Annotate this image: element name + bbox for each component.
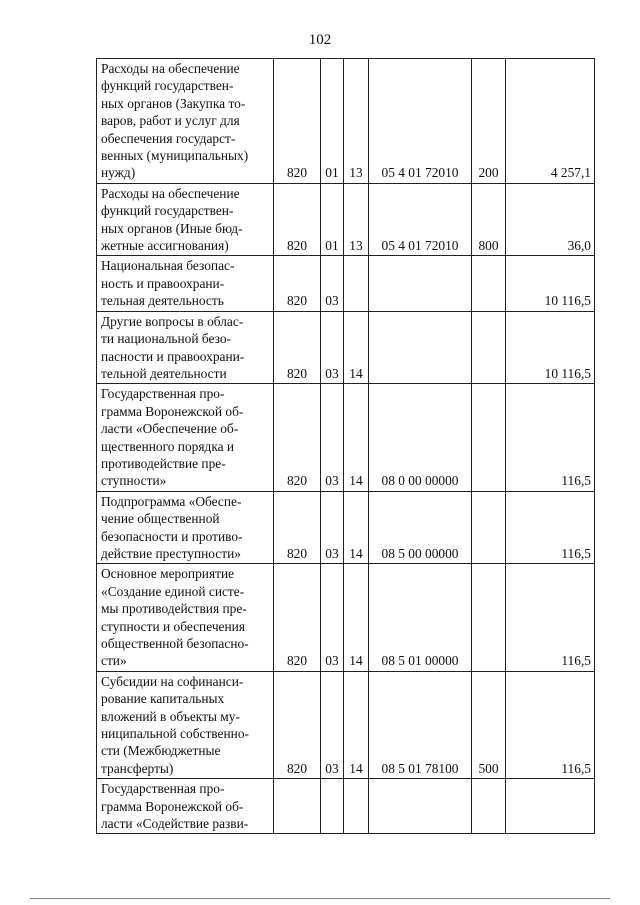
item-name-cell xyxy=(97,671,274,778)
expense-type-cell xyxy=(472,384,506,491)
item-name-line: Расходы на обеспечение xyxy=(101,185,240,201)
item-name-line: грамма Воронежской об- xyxy=(101,403,244,419)
subsection-code-cell: 14 xyxy=(344,671,369,778)
item-name-line: Расходы на обеспечение xyxy=(101,61,240,76)
item-name-cell xyxy=(97,779,274,834)
item-name-line: чение общественной xyxy=(101,511,220,527)
item-name-line: щественного порядка и xyxy=(101,438,235,454)
item-name-line: тельной деятельности xyxy=(101,365,227,381)
item-name-line: ных органов (Закупка то- xyxy=(101,95,246,111)
item-name-line: рование капитальных xyxy=(101,691,225,707)
table-row xyxy=(97,671,595,778)
item-name-line: мы противодействия пре- xyxy=(101,601,247,617)
item-name-line: Основное мероприятие xyxy=(101,566,235,582)
table-row xyxy=(97,59,595,184)
subsection-code-cell xyxy=(344,779,369,834)
item-name-cell xyxy=(97,491,274,564)
item-name-line: действие преступности» xyxy=(101,545,241,561)
table-row xyxy=(97,491,595,564)
item-name-line: венных (муниципальных) xyxy=(101,148,249,164)
ministry-code-cell: 820 xyxy=(274,384,321,491)
subsection-code-cell: 13 xyxy=(344,183,369,256)
expense-type-cell xyxy=(472,311,506,384)
target-article-cell: 08 0 00 00000 xyxy=(369,384,472,491)
table-row xyxy=(97,183,595,256)
item-name-line: ти национальной безо- xyxy=(101,331,232,347)
ministry-code-cell: 820 xyxy=(274,311,321,384)
target-article-cell xyxy=(369,256,472,311)
item-name-line: вложений в объекты му- xyxy=(101,708,240,724)
subsection-code-cell xyxy=(344,256,369,311)
section-code-cell: 03 xyxy=(321,564,344,671)
subsection-code-cell: 14 xyxy=(344,564,369,671)
item-name-cell xyxy=(97,564,274,671)
item-name-line: Государственная про- xyxy=(101,386,225,402)
subsection-code-cell: 14 xyxy=(344,311,369,384)
amount-cell: 10 116,5 xyxy=(506,256,595,311)
item-name-cell xyxy=(97,256,274,311)
item-name-line: ласти «Обеспечение об- xyxy=(101,421,239,437)
budget-table xyxy=(96,58,595,834)
item-name-line: ласти «Содействие разви- xyxy=(101,816,249,832)
ministry-code-cell: 820 xyxy=(274,671,321,778)
expense-type-cell: 800 xyxy=(472,183,506,256)
item-name-line: Подпрограмма «Обеспе- xyxy=(101,493,242,509)
item-name-line: ступности и обеспечения xyxy=(101,618,245,634)
target-article-cell xyxy=(369,311,472,384)
section-code-cell: 03 xyxy=(321,256,344,311)
page-bottom-rule xyxy=(30,898,610,899)
section-code-cell: 01 xyxy=(321,59,344,184)
expense-type-cell xyxy=(472,256,506,311)
item-name-line: ниципальной собственно- xyxy=(101,726,249,742)
amount-cell: 116,5 xyxy=(506,491,595,564)
section-code-cell: 03 xyxy=(321,384,344,491)
target-article-cell: 08 5 00 00000 xyxy=(369,491,472,564)
amount-cell: 116,5 xyxy=(506,564,595,671)
item-name-line: ных органов (Иные бюд- xyxy=(101,220,243,236)
item-name-line: Государственная про- xyxy=(101,781,225,797)
ministry-code-cell xyxy=(274,779,321,834)
table-row xyxy=(97,256,595,311)
subsection-code-cell: 13 xyxy=(344,59,369,184)
item-name-line: грамма Воронежской об- xyxy=(101,798,244,814)
item-name-line: сти (Межбюджетные xyxy=(101,743,221,759)
subsection-code-cell: 14 xyxy=(344,491,369,564)
expense-type-cell: 200 xyxy=(472,59,506,184)
target-article-cell: 05 4 01 72010 xyxy=(369,59,472,184)
ministry-code-cell: 820 xyxy=(274,491,321,564)
expense-type-cell xyxy=(472,779,506,834)
item-name-line: ступности» xyxy=(101,473,167,489)
section-code-cell: 03 xyxy=(321,491,344,564)
item-name-cell xyxy=(97,384,274,491)
table-row xyxy=(97,384,595,491)
expense-type-cell: 500 xyxy=(472,671,506,778)
item-name-line: Национальная безопас- xyxy=(101,258,235,274)
ministry-code-cell: 820 xyxy=(274,256,321,311)
section-code-cell: 03 xyxy=(321,311,344,384)
target-article-cell: 05 4 01 72010 xyxy=(369,183,472,256)
table-row xyxy=(97,564,595,671)
ministry-code-cell: 820 xyxy=(274,183,321,256)
item-name-line: функций государствен- xyxy=(101,203,234,219)
item-name-line: ность и правоохрани- xyxy=(101,275,225,291)
item-name-line: функций государствен- xyxy=(101,78,234,94)
item-name-line: сти» xyxy=(101,653,127,669)
item-name-line: Другие вопросы в облас- xyxy=(101,313,244,329)
expense-type-cell xyxy=(472,491,506,564)
target-article-cell xyxy=(369,779,472,834)
target-article-cell: 08 5 01 78100 xyxy=(369,671,472,778)
item-name-cell xyxy=(97,59,274,184)
subsection-code-cell: 14 xyxy=(344,384,369,491)
amount-cell xyxy=(506,779,595,834)
item-name-line: нужд) xyxy=(101,165,136,181)
section-code-cell: 01 xyxy=(321,183,344,256)
table-row xyxy=(97,311,595,384)
item-name-line: безопасности и противо- xyxy=(101,528,243,544)
ministry-code-cell: 820 xyxy=(274,59,321,184)
item-name-line: Субсидии на софинанси- xyxy=(101,673,244,689)
item-name-line: «Создание единой систе- xyxy=(101,583,245,599)
amount-cell: 4 257,1 xyxy=(506,59,595,184)
item-name-line: общественной безопасно- xyxy=(101,636,249,651)
table-row xyxy=(97,779,595,834)
amount-cell: 10 116,5 xyxy=(506,311,595,384)
section-code-cell xyxy=(321,779,344,834)
item-name-line: пасности и правоохрани- xyxy=(101,348,245,364)
item-name-line: трансферты) xyxy=(101,760,174,776)
expense-type-cell xyxy=(472,564,506,671)
item-name-line: противодействие пре- xyxy=(101,455,226,471)
item-name-line: тельная деятельность xyxy=(101,293,224,309)
item-name-line: варов, работ и услуг для xyxy=(101,113,240,129)
amount-cell: 116,5 xyxy=(506,384,595,491)
target-article-cell: 08 5 01 00000 xyxy=(369,564,472,671)
ministry-code-cell: 820 xyxy=(274,564,321,671)
item-name-line: жетные ассигнования) xyxy=(101,238,229,254)
item-name-cell xyxy=(97,311,274,384)
item-name-cell xyxy=(97,183,274,256)
page-number: 102 xyxy=(308,32,332,48)
amount-cell: 116,5 xyxy=(506,671,595,778)
section-code-cell: 03 xyxy=(321,671,344,778)
item-name-line: обеспечения государст- xyxy=(101,130,236,146)
amount-cell: 36,0 xyxy=(506,183,595,256)
